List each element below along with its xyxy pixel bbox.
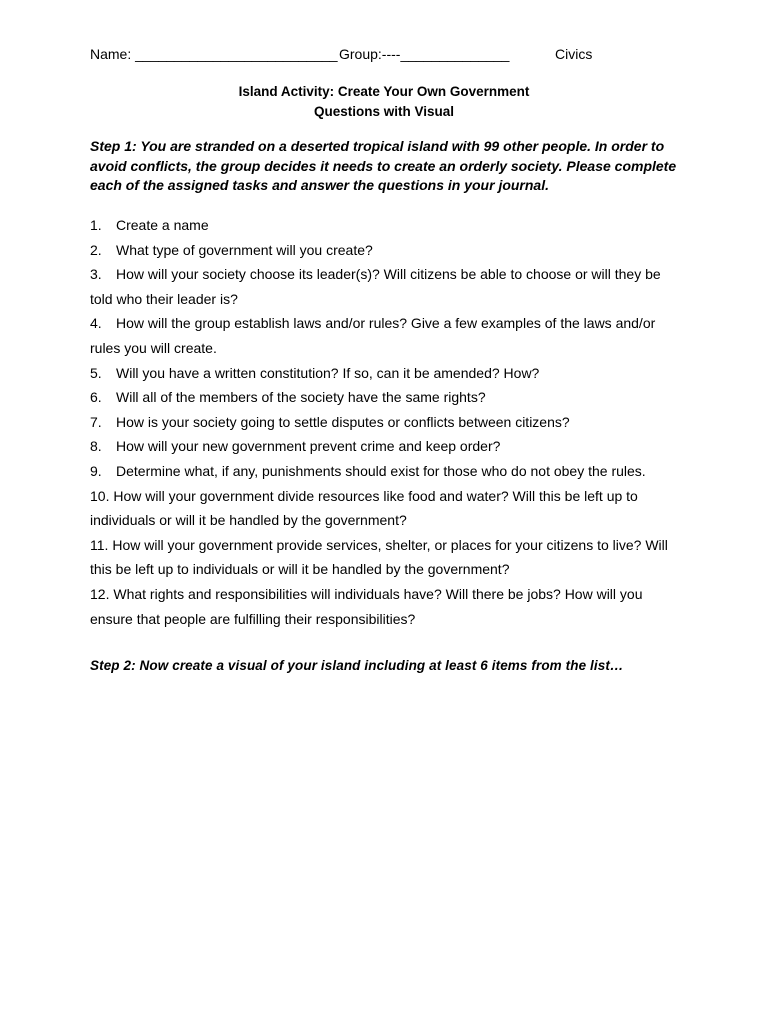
question-continuation: this be left up to individuals or will it be handled by the government? — [90, 561, 510, 578]
subject-label: Civics — [555, 46, 593, 62]
question-text: How will your government divide resources like food and water? Will this be left up to — [113, 487, 638, 504]
question-continuation: ensure that people are fulfilling their responsibilities? — [90, 610, 416, 627]
question-number: 5. — [90, 364, 102, 381]
question-text: How will your government provide services, shelter, or places for your citizens to live? Will — [112, 536, 668, 553]
title-line-2: Questions with Visual — [313, 104, 455, 119]
question-text: Create a name — [116, 217, 209, 233]
name-field-label: Name: __________________________ — [90, 46, 338, 62]
question-continuation: rules you will create. — [90, 339, 217, 356]
step-1-line: avoid conflicts, the group decides it needs to create an orderly society. Please complete — [90, 157, 677, 174]
question-number: 1. — [90, 217, 102, 233]
step-2-instructions: Step 2: Now create a visual of your island including at least 6 items from the list… — [90, 658, 624, 673]
question-text: What rights and responsibilities will individuals have? Will there be jobs? How will you — [113, 585, 643, 602]
question-item — [90, 434, 690, 459]
question-item — [90, 410, 690, 435]
question-number: 8. — [90, 438, 102, 455]
question-text: Determine what, if any, punishments should exist for those who do not obey the rules. — [116, 462, 646, 479]
question-item — [90, 582, 690, 607]
question-number: 6. — [90, 389, 102, 406]
step-1-instructions — [90, 137, 690, 196]
question-item — [90, 361, 690, 386]
question-continuation: told who their leader is? — [90, 290, 238, 307]
question-text: How will your new government prevent crime and keep order? — [116, 438, 501, 455]
question-text: What type of government will you create? — [116, 241, 373, 258]
question-item — [90, 311, 690, 336]
question-item — [90, 484, 690, 509]
question-number: 9. — [90, 462, 102, 479]
question-item — [90, 213, 690, 238]
question-item — [90, 385, 690, 410]
question-number: 12. — [90, 585, 110, 602]
question-text: How will the group establish laws and/or rules? Give a few examples of the laws and/or — [116, 315, 656, 332]
question-list — [90, 213, 690, 631]
page-title — [0, 82, 768, 122]
question-text: How is your society going to settle disputes or conflicts between citizens? — [116, 413, 570, 430]
question-text: Will you have a written constitution? If so, can it be amended? How? — [116, 364, 540, 381]
question-number: 4. — [90, 315, 102, 332]
step-1-line: each of the assigned tasks and answer the questions in your journal. — [90, 177, 549, 193]
question-item — [90, 459, 690, 484]
question-number: 3. — [90, 266, 102, 283]
question-number: 10. — [90, 487, 110, 504]
question-number: 7. — [90, 413, 102, 430]
title-line-1: Island Activity: Create Your Own Government — [238, 84, 530, 99]
question-item — [90, 533, 690, 558]
group-field-label: Group:----______________ — [339, 46, 510, 62]
question-continuation: individuals or will it be handled by the government? — [90, 512, 407, 529]
question-item — [90, 238, 690, 263]
question-item — [90, 262, 690, 287]
question-number: 2. — [90, 241, 102, 258]
question-text: Will all of the members of the society have the same rights? — [116, 389, 486, 406]
question-number: 11. — [90, 536, 109, 553]
question-text: How will your society choose its leader(s)? Will citizens be able to choose or will they be — [116, 266, 661, 283]
step-1-line: Step 1: You are stranded on a deserted tropical island with 99 other people. In order to — [90, 138, 665, 154]
